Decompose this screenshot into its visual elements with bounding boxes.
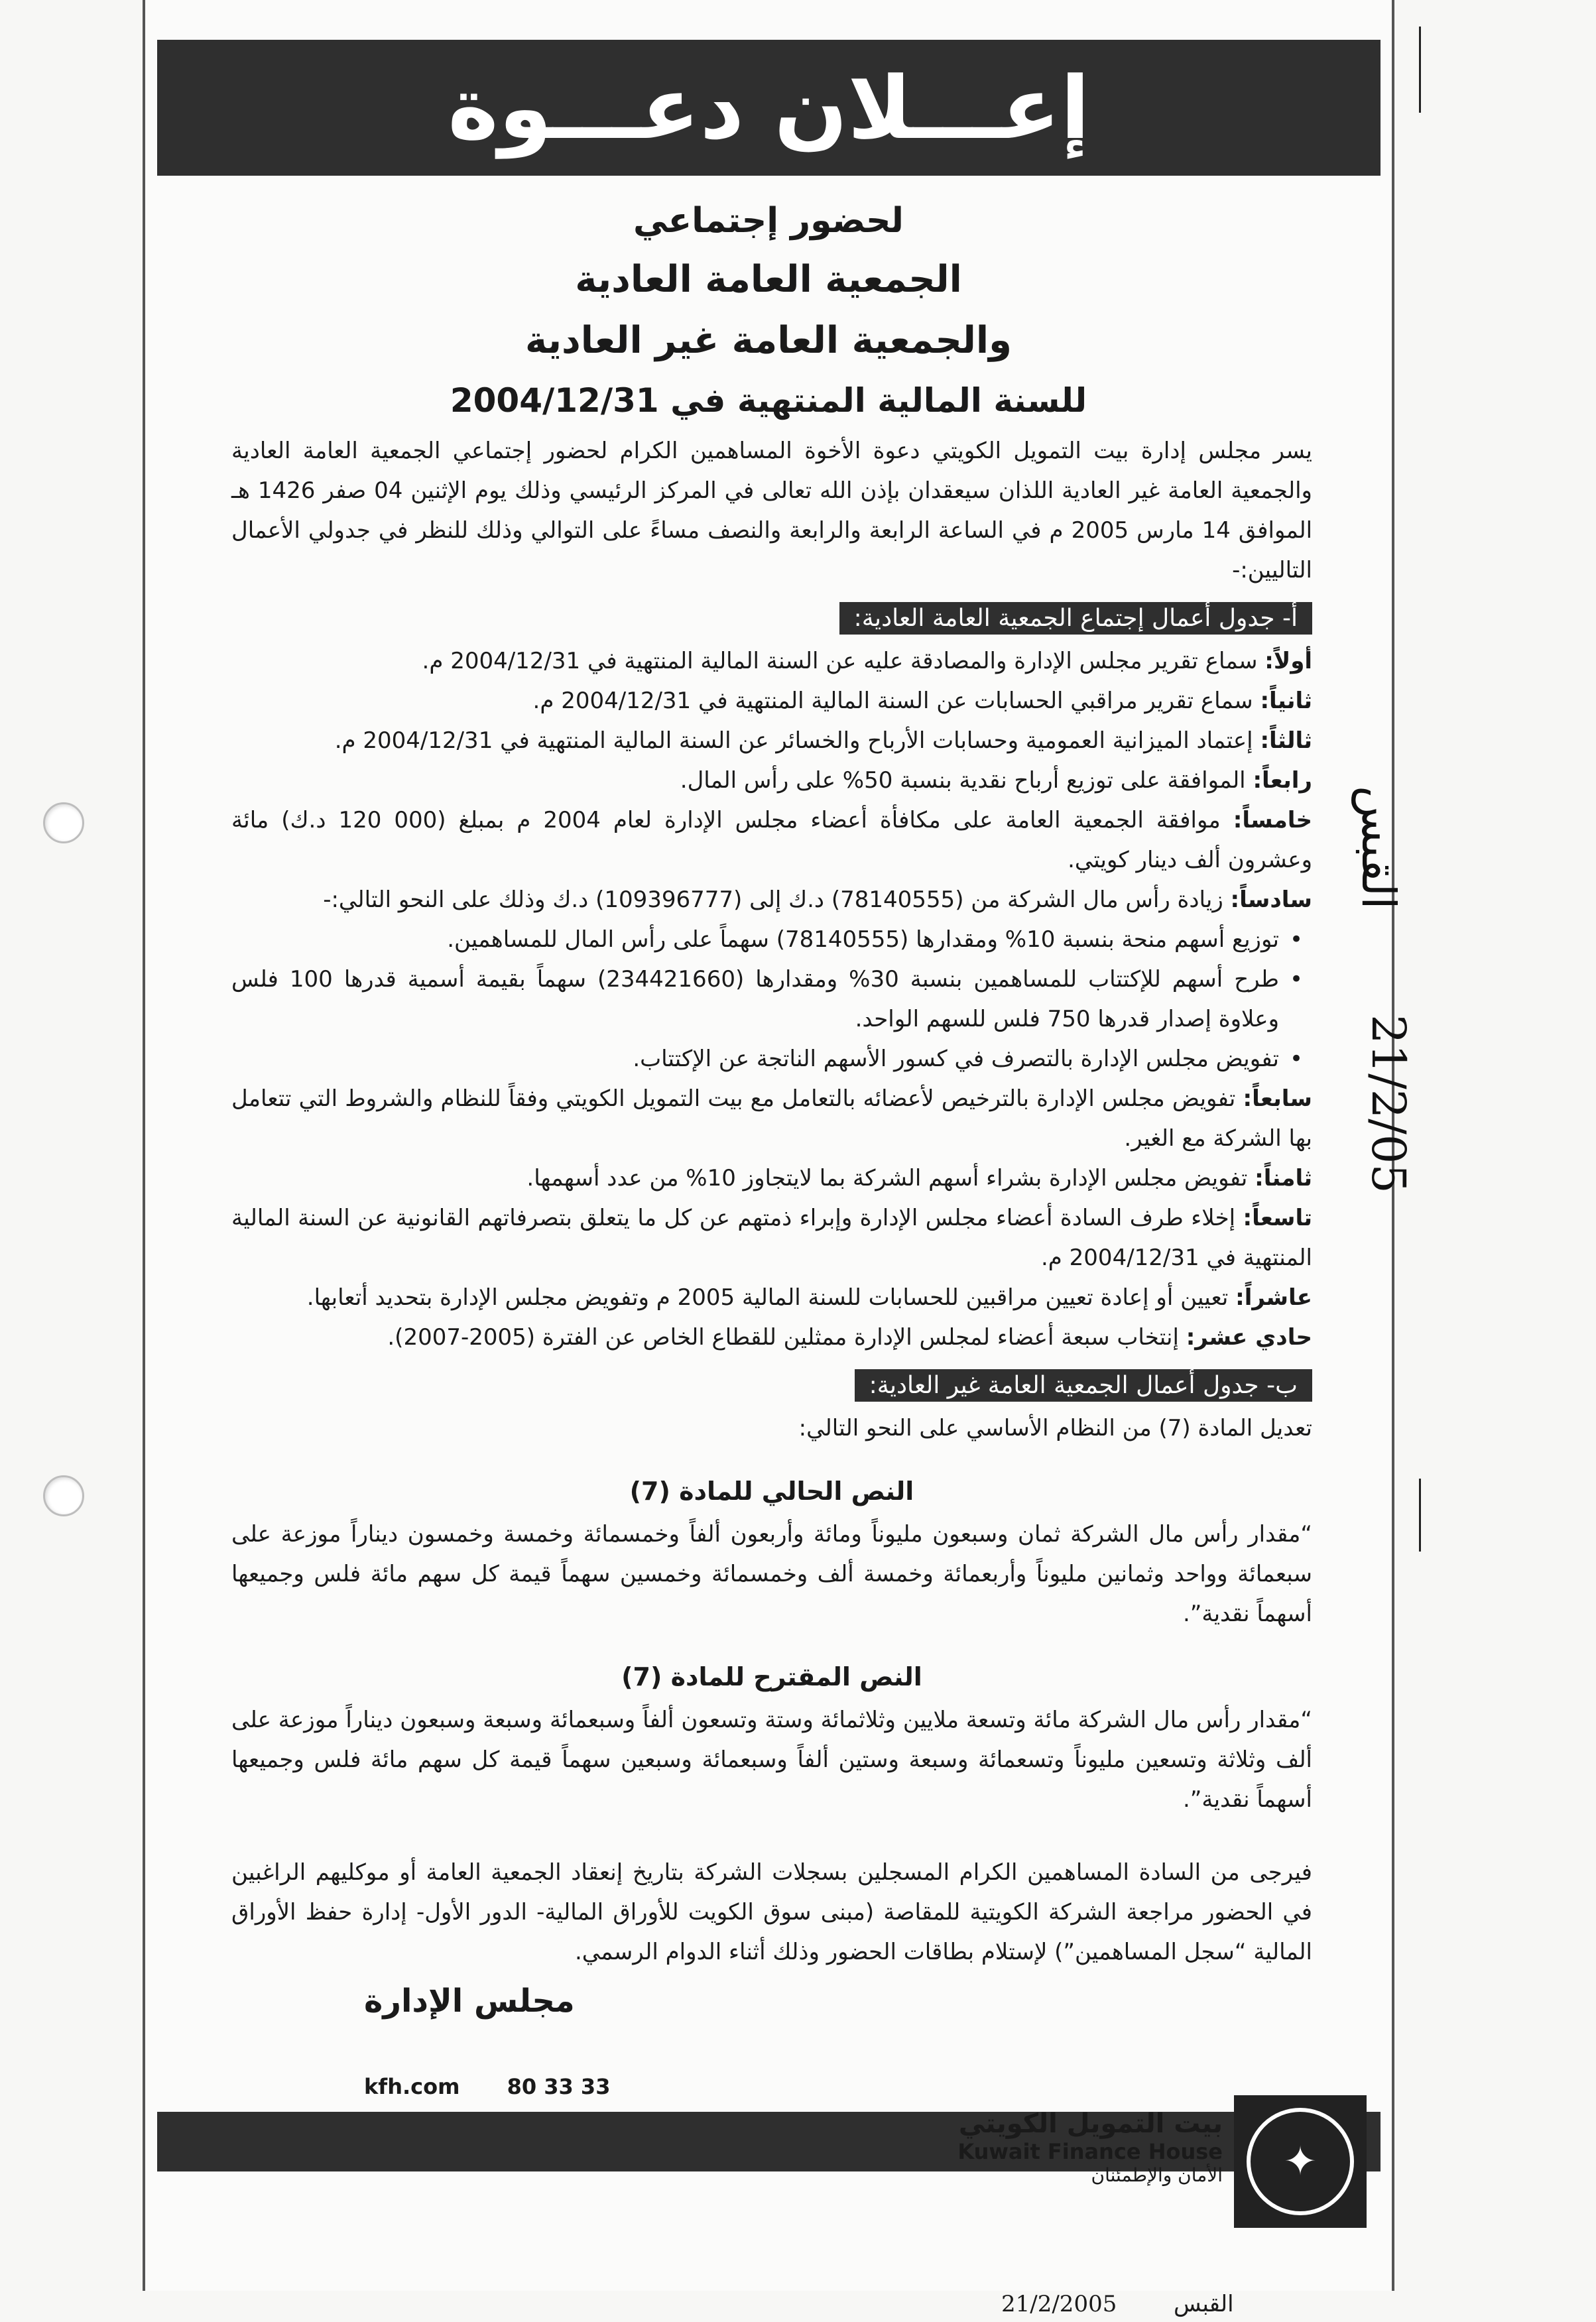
title-line-3: والجمعية العامة غير العادية xyxy=(525,319,1012,362)
contact-info xyxy=(364,2074,650,2099)
margin-mark xyxy=(1419,1479,1421,1552)
handwritten-note: القبس xyxy=(1351,786,1406,910)
signature: مجلس الإدارة xyxy=(364,1983,575,2020)
kfh-logo-icon xyxy=(1234,2095,1367,2228)
title-line-1: لحضور إجتماعي xyxy=(633,201,904,241)
current-text: “مقدار رأس مال الشركة ثمان وسبعون مليوناً ومائة وأربعون ألفاً وخمسمائة وخمسة وخمسون ديناراً موزعة على سبعمائة وواحد وثمانين مليوناً وأربعمائة وخمسة ألف وخمسمائة وخمسين سهماً قيمة كل سهم مائة فلس وجميعها أسهماً نقدية”. xyxy=(231,1521,1312,1627)
agenda-item: ثانياً: سماع تقرير مراقبي الحسابات عن السنة المالية المنتهية في 2004/12/31 م. xyxy=(532,688,1312,714)
agenda-item: حادي عشر: إنتخاب سبعة أعضاء لمجلس الإدارة ممثلين للقطاع الخاص عن الفترة (2005-2007). xyxy=(387,1324,1312,1351)
brand-name-english: Kuwait Finance House xyxy=(957,2139,1223,2164)
advertisement-page xyxy=(143,0,1394,2291)
agenda-item: أولاً: سماع تقرير مجلس الإدارة والمصادقة عليه عن السنة المالية المنتهية في 2004/12/31 م. xyxy=(422,648,1312,674)
bullet-item: • تفويض مجلس الإدارة بالتصرف في كسور الأسهم الناتجة عن الإكتتاب. xyxy=(231,1039,1312,1079)
body-content xyxy=(231,431,1312,1972)
agenda-item: خامساً: موافقة الجمعية العامة على مكافأة أعضاء مجلس الإدارة لعام 2004 م بمبلغ (000 120 د.ك) مائة وعشرون ألف دينار كويتي. xyxy=(231,807,1313,873)
current-text-heading: النص الحالي للمادة (7) xyxy=(629,1477,914,1506)
bullet-item: • توزيع أسهم منحة بنسبة 10% ومقدارها (78140555) سهماً على رأس المال للمساهمين. xyxy=(231,920,1312,959)
margin-mark xyxy=(1419,27,1421,113)
section-b-intro: تعديل المادة (7) من النظام الأساسي على النحو التالي: xyxy=(798,1415,1312,1441)
bottom-date-stamp: 21/2/2005 xyxy=(1001,2291,1117,2317)
agenda-item: سابعاً: تفويض مجلس الإدارة بالترخيص لأعضائه بالتعامل مع بيت التمويل الكويتي وفقاً للنظام والشروط التي تتعامل بها الشركة مع الغير. xyxy=(231,1085,1312,1152)
agenda-item: سادساً: زيادة رأس مال الشركة من (78140555) د.ك إلى (109396777) د.ك وذلك على النحو التالي:- xyxy=(323,886,1312,913)
title-block xyxy=(145,192,1392,430)
section-a-heading: أ- جدول أعمال إجتماع الجمعية العامة العادية: xyxy=(839,602,1312,635)
brand-block xyxy=(957,2108,1223,2186)
agenda-item: تاسعاً: إخلاء طرف السادة أعضاء مجلس الإدارة وإبراء ذمتهم عن كل ما يتعلق بتصرفاتهم القانونية عن السنة المالية المنتهية في 2004/12/31 م. xyxy=(231,1205,1313,1271)
agenda-item: رابعاً: الموافقة على توزيع أرباح نقدية بنسبة 50% على رأس المال. xyxy=(680,767,1312,794)
banner-title: إعـــلان دعـــوة xyxy=(157,40,1381,176)
proposed-text: “مقدار رأس مال الشركة مائة وتسعة ملايين وثلاثمائة وستة وتسعون ألفاً وسبعمائة وسبعة وسبعون ديناراً موزعة على ألف وثلاثة وتسعين مليوناً وتسعمائة وسبعة وستين ألفاً وسبعمائة وسبعين سهماً قيمة كل سهم مائة فلس وجميعها أسهماً نقدية”. xyxy=(231,1707,1312,1813)
agenda-item: ثامناً: تفويض مجلس الإدارة بشراء أسهم الشركة بما لايتجاوز 10% من عدد أسهمها. xyxy=(526,1165,1312,1192)
bottom-source: القبس xyxy=(1174,2291,1234,2317)
intro-paragraph: يسر مجلس إدارة بيت التمويل الكويتي دعوة الأخوة المساهمين الكرام لحضور إجتماعي الجمعية العامة العادية والجمعية العامة غير العادية اللذان سيعقدان بإذن الله تعالى في المركز الرئيسي وذلك يوم الإثنين 04 صفر 1426 هـ الموافق 14 مارس 2005 م في الساعة الرابعة والرابعة والنصف مساءً على التوالي وذلك للنظر في جدولي الأعمال التاليين:- xyxy=(231,438,1313,583)
proposed-text-heading: النص المقترح للمادة (7) xyxy=(621,1662,922,1691)
title-line-2: الجمعية العامة العادية xyxy=(575,258,962,301)
section-b-heading: ب- جدول أعمال الجمعية العامة غير العادية: xyxy=(855,1369,1312,1402)
brand-name-arabic: بيت التمويل الكويتي xyxy=(958,2108,1223,2139)
punch-hole-bottom xyxy=(43,1475,84,1516)
bullet-item: • طرح أسهم للإكتتاب للمساهمين بنسبة 30% ومقدارها (234421660) سهماً بقيمة أسمية قدرها 100 فلس وعلاوة إصدار قدرها 750 فلس للسهم الواحد. xyxy=(231,959,1312,1039)
agenda-item: ثالثاً: إعتماد الميزانية العمومية وحسابات الأرباح والخسائر عن السنة المالية المنتهية في 2004/12/31 م. xyxy=(334,727,1312,754)
handwritten-date: 21/2/05 xyxy=(1361,1014,1416,1193)
punch-hole-top xyxy=(43,802,84,843)
website-text: kfh.com xyxy=(364,2074,460,2099)
closing-paragraph: فيرجى من السادة المساهمين الكرام المسجلين بسجلات الشركة بتاريخ إنعقاد الجمعية العامة أو موكليهم الراغبين في الحضور مراجعة الشركة الكويتية للمقاصة (مبنى سوق الكويت للأوراق المالية- الدور الأول- إدارة حفظ الأوراق المالية “سجل المساهمين”) لإستلام بطاقات الحضور وذلك أثناء الدوام الرسمي. xyxy=(231,1859,1312,1965)
logo-emblem-icon: ✦ xyxy=(1247,2108,1354,2215)
phone-number: 80 33 33 xyxy=(507,2074,611,2099)
brand-tagline: الأمان والإطمئنان xyxy=(1091,2164,1223,2186)
title-line-4: للسنة المالية المنتهية في 2004/12/31 xyxy=(450,381,1087,420)
agenda-item: عاشراً: تعيين أو إعادة تعيين مراقبين للحسابات للسنة المالية 2005 م وتفويض مجلس الإدارة بتحديد أتعابها. xyxy=(306,1284,1312,1311)
